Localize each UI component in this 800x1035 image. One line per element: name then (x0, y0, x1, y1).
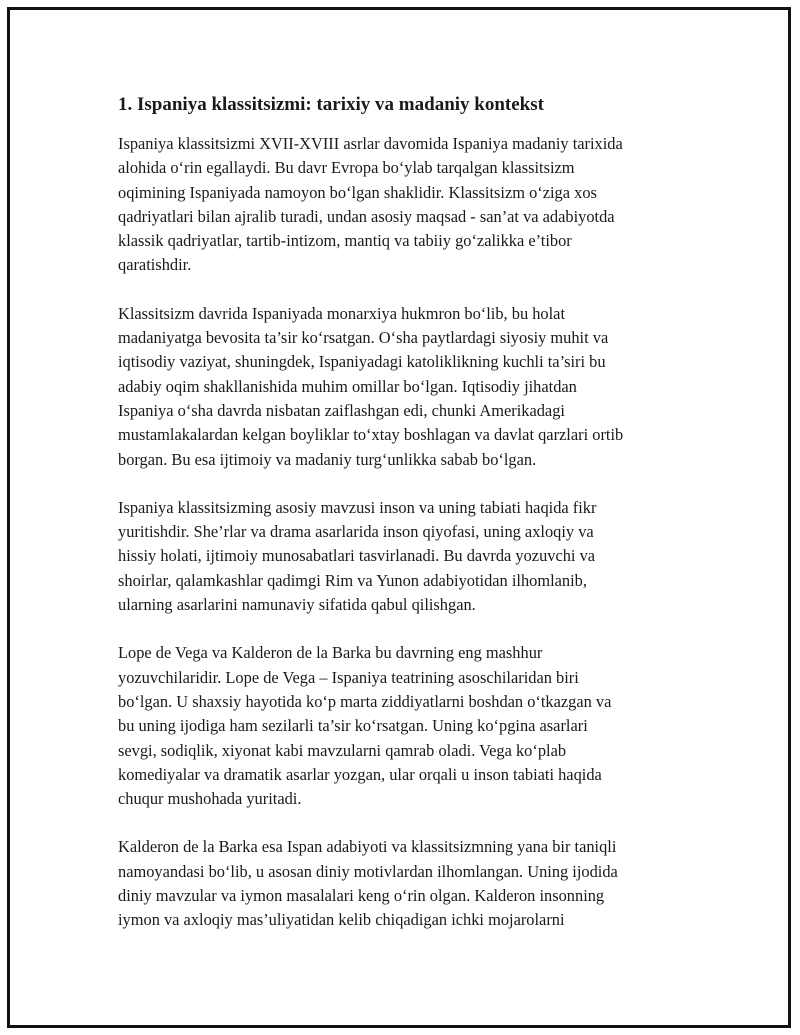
paragraph-line: oqimining Ispaniyada namoyon bo‘lgan shaklidir. Klassitsizm o‘ziga xos (118, 182, 597, 202)
paragraph-line: namoyandasi bo‘lib, u asosan diniy motivlardan ilhomlangan. Uning ijodida (118, 861, 618, 881)
paragraph (118, 641, 688, 811)
paragraph-line: diniy mavzular va iymon masalalari keng o‘rin olgan. Kalderon insonning (118, 886, 605, 906)
paragraph-line: Kalderon de la Barka esa Ispan adabiyoti va klassitsizmning yana bir taniqli (118, 837, 617, 857)
paragraph-line: qaratishdir. (118, 255, 192, 275)
paragraph-line: sevgi, sodiqlik, xiyonat kabi mavzularni qamrab oladi. Vega ko‘plab (118, 740, 567, 760)
paragraph-line: Ispaniya klassitsizmi XVII-XVIII asrlar davomida Ispaniya madaniy tarixida (118, 134, 623, 153)
paragraph-line: mustamlakalardan kelgan boyliklar to‘xtay boshlagan va davlat qarzlari ortib (118, 425, 624, 445)
paragraph-line: ularning asarlarini namunaviy sifatida qabul qilishgan. (118, 595, 476, 615)
paragraph-line: hissiy holati, ijtimoiy munosabatlari tasvirlanadi. Bu davrda yozuvchi va (118, 546, 596, 566)
paragraph-line: bu uning ijodiga ham sezilarli ta’sir ko‘rsatgan. Uning ko‘pgina asarlari (118, 716, 588, 736)
paragraph-line: chuqur mushohada yuritadi. (118, 789, 302, 809)
paragraph-line: adabiy oqim shakllanishida muhim omillar bo‘lgan. Iqtisodiy jihatdan (118, 376, 577, 396)
paragraph-line: madaniyatga bevosita ta’sir ko‘rsatgan. O‘sha paytlardagi siyosiy muhit va (118, 328, 609, 348)
paragraph-line: borgan. Bu esa ijtimoiy va madaniy turg‘unlikka sabab bo‘lgan. (118, 449, 537, 469)
paragraph-line: Ispaniya o‘sha davrda nisbatan zaiflashgan edi, chunki Amerikadagi (118, 400, 565, 420)
paragraph (118, 132, 688, 278)
document-body (118, 92, 688, 957)
paragraph-line: alohida o‘rin egallaydi. Bu davr Evropa bo‘ylab tarqalgan klassitsizm (118, 158, 575, 178)
section-heading: 1. Ispaniya klassitsizmi: tarixiy va madaniy kontekst (118, 94, 544, 115)
paragraph-line: yozuvchilaridir. Lope de Vega – Ispaniya teatrining asoschilaridan biri (118, 667, 579, 687)
paragraph-line: iqtisodiy vaziyat, shuningdek, Ispaniyadagi katoliklikning kuchli ta’siri bu (118, 352, 606, 372)
paragraph (118, 302, 688, 472)
paragraph-line: qadriyatlari bilan ajralib turadi, undan asosiy maqsad - san’at va adabiyotda (118, 206, 615, 226)
paragraph-line: iymon va axloqiy mas’uliyatidan kelib chiqadigan ichki mojarolarni (118, 910, 565, 930)
paragraph (118, 496, 688, 617)
paragraph-line: Lope de Vega va Kalderon de la Barka bu davrning eng mashhur (118, 643, 543, 663)
paragraph-line: Ispaniya klassitsizming asosiy mavzusi inson va uning tabiati haqida fikr (118, 497, 597, 517)
paragraph-line: yuritishdir. She’rlar va drama asarlarida inson qiyofasi, uning axloqiy va (118, 522, 594, 542)
paragraph-line: bo‘lgan. U shaxsiy hayotida ko‘p marta ziddiyatlarni boshdan o‘tkazgan va (118, 691, 612, 711)
paragraph-line: Klassitsizm davrida Ispaniyada monarxiya hukmron bo‘lib, bu holat (118, 303, 566, 323)
paragraph (118, 835, 688, 932)
paragraph-line: komediyalar va dramatik asarlar yozgan, ular orqali u inson tabiati haqida (118, 764, 602, 784)
paragraph-line: shoirlar, qalamkashlar qadimgi Rim va Yunon adabiyotidan ilhomlanib, (118, 570, 587, 590)
paragraph-line: klassik qadriyatlar, tartib-intizom, mantiq va tabiiy go‘zalikka e’tibor (118, 231, 572, 251)
